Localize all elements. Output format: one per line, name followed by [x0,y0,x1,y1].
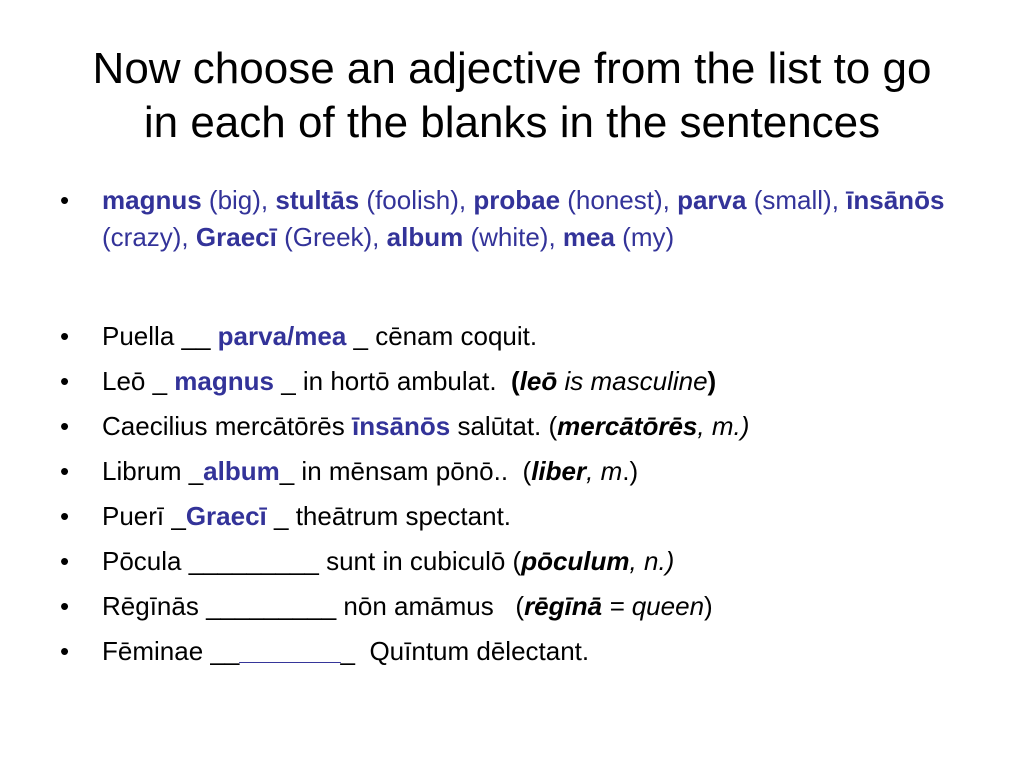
spacer [60,256,960,314]
sentence-fragment: _ cēnam coquit. [346,321,538,351]
sentence-fragment: mercātōrēs [557,411,698,441]
bullet-icon: • [60,456,70,486]
bullet-icon: • [60,366,70,396]
vocab-word: mea [562,222,615,252]
slide-title [40,42,984,150]
title-line-2: in each of the blanks in the sentences [143,98,881,147]
sentence-fragment: ) [707,366,717,396]
vocab-gloss: (crazy), [102,222,196,252]
vocab-list-item [60,182,960,256]
bullet-list [60,182,960,674]
sentence-item [60,314,960,359]
sentence-text [102,591,713,621]
sentence-fragment: pōculum [521,546,630,576]
sentence-fragment: ( [511,366,520,396]
vocab-word: album [386,222,464,252]
answer-word: Graecī [185,501,267,531]
vocab-gloss: (my) [614,222,675,252]
sentence-item [60,359,960,404]
vocab-gloss: (white), [463,222,563,252]
sentence-fragment: , m [586,456,623,486]
sentence-fragment: ) [704,591,713,621]
sentence-text [102,636,589,666]
vocab-gloss: (Greek), [276,222,387,252]
sentence-fragment: Librum _ [102,456,204,486]
sentence-text [102,411,749,441]
bullet-icon: • [60,546,70,576]
vocab-gloss: (small), [746,185,847,215]
vocab-gloss: (honest), [560,185,678,215]
sentence-fragment: Puerī _ [102,501,186,531]
vocab-word: stultās [275,185,360,215]
sentence-item [60,449,960,494]
vocab-content [102,185,944,252]
bullet-icon: • [60,636,70,666]
sentence-text [102,546,674,576]
sentence-fragment: liber [531,456,587,486]
sentence-fragment: rēgīnā [524,591,603,621]
sentence-fragment: salūtat. ( [450,411,558,441]
vocab-word: magnus [102,185,202,215]
sentence-text [102,366,716,396]
answer-word: album [203,456,280,486]
sentence-fragment: is masculine [557,366,708,396]
answer-word: _______ [239,636,341,666]
sentence-fragment: _ in mēnsam pōnō.. ( [279,456,532,486]
sentence-item [60,629,960,674]
sentence-fragment: _ Quīntum dēlectant. [340,636,590,666]
sentence-item [60,494,960,539]
answer-word: magnus [174,366,274,396]
sentence-fragment: Fēminae __ [102,636,240,666]
sentence-fragment: leō [519,366,558,396]
sentence-text [102,321,537,351]
vocab-word: īnsānōs [846,185,945,215]
bullet-icon: • [60,501,70,531]
sentence-fragment: .) [622,456,639,486]
sentence-fragment: sunt in cubiculō ( [318,546,522,576]
sentence-fragment: Leō _ [102,366,175,396]
sentence-fragment: , n.) [629,546,675,576]
vocab-word: Graecī [195,222,277,252]
sentence-fragment: Rēgīnās _________ nōn amāmus ( [102,591,525,621]
sentence-fragment: _ in hortō ambulat. [273,366,512,396]
sentence-text [102,501,511,531]
sentence-fragment: _________ [188,546,319,576]
answer-word: īnsānōs [351,411,451,441]
vocab-word: probae [473,185,561,215]
bullet-icon: • [60,591,70,621]
sentence-fragment: _ theātrum spectant. [266,501,512,531]
vocab-gloss: (big), [201,185,276,215]
bullet-icon: • [60,321,70,351]
sentence-fragment: , m.) [697,411,750,441]
vocab-word: parva [677,185,747,215]
vocab-gloss: (foolish), [359,185,474,215]
title-line-1: Now choose an adjective from the list to go [92,44,932,93]
bullet-icon: • [60,411,70,441]
sentence-fragment: Puella __ [102,321,218,351]
sentence-item [60,539,960,584]
answer-word: parva/mea [217,321,347,351]
sentence-text [102,456,638,486]
sentence-fragment: = queen [602,591,705,621]
sentence-fragment: Caecilius mercātōrēs [102,411,352,441]
sentence-item [60,584,960,629]
sentence-item [60,404,960,449]
bullet-icon: • [60,185,70,215]
sentence-fragment: Pōcula [102,546,189,576]
